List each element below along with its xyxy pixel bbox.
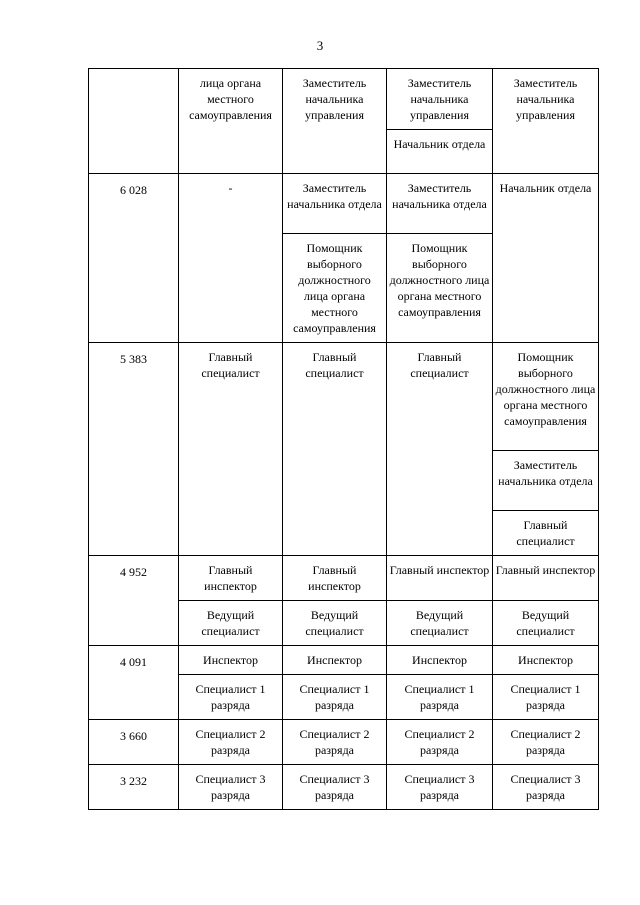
position-cell: Главный специалист [179,343,283,556]
table-row [89,646,599,675]
salary-table [88,68,599,810]
table-row [89,556,599,601]
position-cell: Главный специалист [493,511,599,556]
salary-amount-cell: 4 952 [89,556,179,646]
position-cell: Специалист 2 разряда [387,720,493,765]
position-cell: Ведущий специалист [283,601,387,646]
position-cell: Главный инспектор [493,556,599,601]
position-cell: Специалист 1 разряда [283,675,387,720]
position-cell: Специалист 2 разряда [179,720,283,765]
position-cell: Специалист 3 разряда [493,765,599,810]
position-cell: Специалист 3 разряда [179,765,283,810]
position-cell: Специалист 3 разряда [283,765,387,810]
position-cell: Специалист 1 разряда [179,675,283,720]
position-cell: Инспектор [493,646,599,675]
table-row [89,69,599,130]
position-cell: Главный инспектор [283,556,387,601]
position-cell: Главный инспектор [179,556,283,601]
position-cell: Помощник выборного должностного лица органа местного самоуправления [283,234,387,343]
position-cell: Заместитель начальника отдела [387,174,493,234]
position-cell: Специалист 1 разряда [493,675,599,720]
position-cell: Заместитель начальника отдела [283,174,387,234]
position-cell: Заместитель начальника отдела [493,451,599,511]
salary-amount-cell: 3 660 [89,720,179,765]
position-cell: Ведущий специалист [387,601,493,646]
position-cell: Начальник отдела [387,130,493,174]
position-cell: Инспектор [179,646,283,675]
salary-amount-cell: 5 383 [89,343,179,556]
position-cell: Специалист 2 разряда [283,720,387,765]
salary-amount-cell [89,69,179,174]
table-row [89,765,599,810]
position-cell: Главный специалист [387,343,493,556]
position-cell: Инспектор [283,646,387,675]
position-cell: Ведущий специалист [493,601,599,646]
salary-amount-cell: 4 091 [89,646,179,720]
position-cell: Специалист 1 разряда [387,675,493,720]
table-row [89,174,599,234]
position-cell: Заместитель начальника управления [387,69,493,130]
table-row [89,343,599,451]
position-cell: Начальник отдела [493,174,599,343]
position-cell: Заместитель начальника управления [283,69,387,174]
page-number: 3 [316,38,324,53]
position-cell: Специалист 3 разряда [387,765,493,810]
position-cell: Инспектор [387,646,493,675]
position-cell: Заместитель начальника управления [493,69,599,174]
position-cell: - [179,174,283,343]
position-cell: лица органа местного самоуправления [179,69,283,174]
position-cell: Главный специалист [283,343,387,556]
table-row [89,720,599,765]
salary-amount-cell: 3 232 [89,765,179,810]
position-cell: Специалист 2 разряда [493,720,599,765]
position-cell: Ведущий специалист [179,601,283,646]
position-cell: Помощник выборного должностного лица органа местного самоуправления [493,343,599,451]
position-cell: Помощник выборного должностного лица органа местного самоуправления [387,234,493,343]
position-cell: Главный инспектор [387,556,493,601]
salary-amount-cell: 6 028 [89,174,179,343]
